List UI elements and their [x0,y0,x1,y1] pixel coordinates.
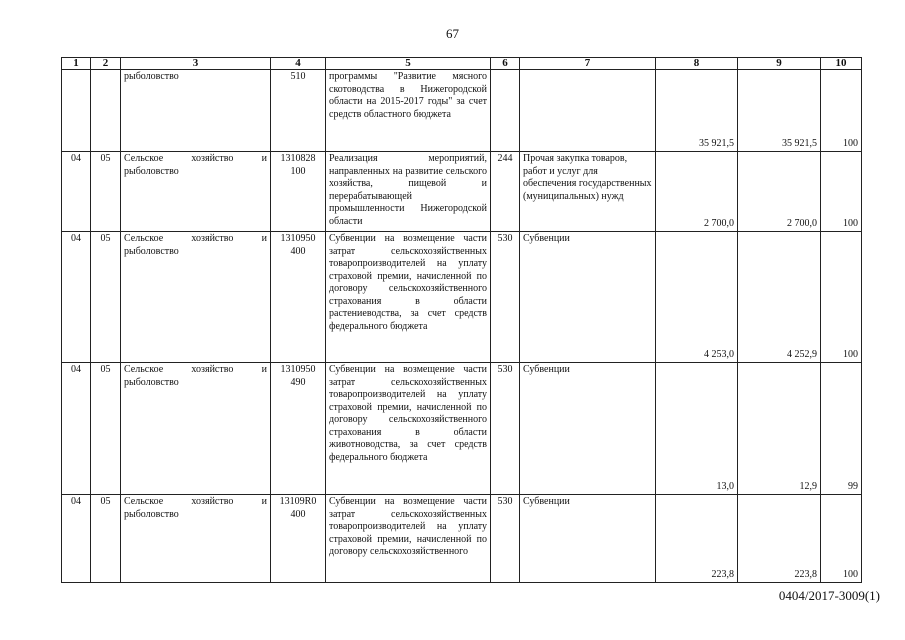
planned-amount: 4 253,0 [656,232,738,363]
header-row [62,58,862,70]
target-article-code: 1310828 100 [271,152,326,232]
planned-amount: 35 921,5 [656,70,738,152]
section-name: Сельское хозяйство и рыболовство [121,152,271,232]
planned-amount: 2 700,0 [656,152,738,232]
expense-type-code: 530 [491,232,520,363]
expense-type-code: 530 [491,495,520,583]
section-name: рыболовство [121,70,271,152]
subsection-code: 05 [91,152,121,232]
section-name: Сельское хозяйство и рыболовство [121,495,271,583]
section-code: 04 [62,232,91,363]
execution-percent: 100 [821,495,862,583]
execution-percent: 99 [821,363,862,495]
section-name: Сельское хозяйство и рыболовство [121,232,271,363]
expense-type-code [491,70,520,152]
col-header-1: 1 [62,58,91,70]
subsection-code: 05 [91,363,121,495]
target-article-code: 510 [271,70,326,152]
executed-amount: 4 252,9 [738,232,821,363]
col-header-7: 7 [520,58,656,70]
expense-type-code: 530 [491,363,520,495]
col-header-5: 5 [326,58,491,70]
target-article-code: 1310950 490 [271,363,326,495]
col-header-10: 10 [821,58,862,70]
executed-amount: 35 921,5 [738,70,821,152]
table-row [62,152,862,232]
planned-amount: 223,8 [656,495,738,583]
planned-amount: 13,0 [656,363,738,495]
section-name: Сельское хозяйство и рыболовство [121,363,271,495]
table-row [62,70,862,152]
col-header-8: 8 [656,58,738,70]
execution-percent: 100 [821,232,862,363]
expense-type-name: Субвенции [520,363,656,495]
target-article-name: Субвенции на возмещение части затрат сельскохозяйственных товаропроизводителей на уплату страховой премии, начисленной по договору сельскохозяйственного страхования в области растениеводства, за счет средств федерального бюджета [326,232,491,363]
expense-type-code: 244 [491,152,520,232]
expense-type-name: Субвенции [520,495,656,583]
col-header-4: 4 [271,58,326,70]
expense-type-name: Субвенции [520,232,656,363]
expense-type-name [520,70,656,152]
subsection-code [91,70,121,152]
executed-amount: 2 700,0 [738,152,821,232]
section-code: 04 [62,363,91,495]
table-row [62,232,862,363]
target-article-name: Субвенции на возмещение части затрат сельскохозяйственных товаропроизводителей на уплату страховой премии, начисленной по договору сельскохозяйственного [326,495,491,583]
target-article-name: Субвенции на возмещение части затрат сельскохозяйственных товаропроизводителей на уплату страховой премии, начисленной по договору сельскохозяйственного страхования в области животноводства, за счет средств федерального бюджета [326,363,491,495]
table-row [62,363,862,495]
target-article-code: 1310950 400 [271,232,326,363]
execution-percent: 100 [821,152,862,232]
section-code: 04 [62,152,91,232]
col-header-6: 6 [491,58,520,70]
section-code [62,70,91,152]
execution-percent: 100 [821,70,862,152]
target-article-code: 13109R0 400 [271,495,326,583]
col-header-9: 9 [738,58,821,70]
budget-table [61,57,862,583]
table-row [62,495,862,583]
subsection-code: 05 [91,232,121,363]
executed-amount: 223,8 [738,495,821,583]
subsection-code: 05 [91,495,121,583]
section-code: 04 [62,495,91,583]
target-article-name: Реализация мероприятий, направленных на развитие сельского хозяйства, пищевой и перерабатывающей промышленности Нижегородской области [326,152,491,232]
executed-amount: 12,9 [738,363,821,495]
col-header-3: 3 [121,58,271,70]
target-article-name: программы "Развитие мясного скотоводства в Нижегородской области на 2015-2017 годы" за счет средств областного бюджета [326,70,491,152]
document-code: 0404/2017-3009(1) [778,588,880,603]
expense-type-name: Прочая закупка товаров, работ и услуг для обеспечения государственных (муниципальных) нужд [520,152,656,232]
col-header-2: 2 [91,58,121,70]
page-number: 67 [446,26,459,41]
